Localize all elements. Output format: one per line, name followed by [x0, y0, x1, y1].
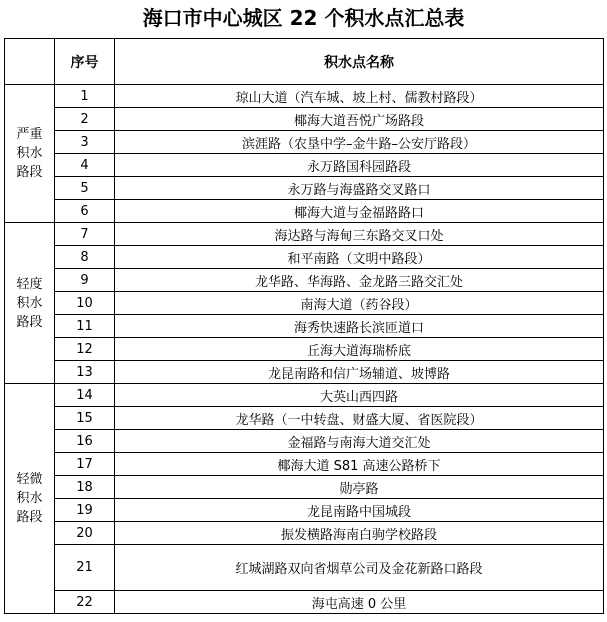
row-number: 8 [55, 246, 115, 269]
waterlogging-point-name: 滨涯路（农垦中学–金牛路–公安厅路段） [115, 131, 604, 154]
waterlogging-point-name: 红城湖路双向省烟草公司及金花新路口路段 [115, 545, 604, 591]
row-number: 14 [55, 384, 115, 407]
row-number: 9 [55, 269, 115, 292]
table-row [5, 246, 604, 269]
row-number: 2 [55, 108, 115, 131]
table-row [5, 407, 604, 430]
waterlogging-point-name: 海秀快速路长滨匝道口 [115, 315, 604, 338]
waterlogging-point-name: 海达路与海甸三东路交叉口处 [115, 223, 604, 246]
table-row [5, 522, 604, 545]
row-number: 16 [55, 430, 115, 453]
table-row [5, 223, 604, 246]
category-label-text: 严重积水路段 [16, 127, 43, 180]
waterlogging-point-name: 椰海大道 S81 高速公路桥下 [115, 453, 604, 476]
waterlogging-point-name: 大英山西四路 [115, 384, 604, 407]
row-number: 10 [55, 292, 115, 315]
category-label-text: 轻微积水路段 [16, 472, 43, 525]
table-row [5, 131, 604, 154]
table-row [5, 315, 604, 338]
row-number: 7 [55, 223, 115, 246]
waterlogging-point-name: 南海大道（药谷段） [115, 292, 604, 315]
row-number: 1 [55, 85, 115, 108]
waterlogging-point-name: 海屯高速 0 公里 [115, 591, 604, 614]
table-header-row [5, 39, 604, 85]
waterlogging-point-name: 龙华路、华海路、金龙路三路交汇处 [115, 269, 604, 292]
table-row [5, 591, 604, 614]
waterlogging-point-name: 龙昆南路中国城段 [115, 499, 604, 522]
waterlogging-point-name: 椰海大道与金福路路口 [115, 200, 604, 223]
row-number: 20 [55, 522, 115, 545]
table-row [5, 154, 604, 177]
waterlogging-table [4, 38, 604, 614]
row-number: 4 [55, 154, 115, 177]
category-header-cell [5, 39, 55, 85]
table-row [5, 200, 604, 223]
table-row [5, 453, 604, 476]
table-row [5, 545, 604, 591]
row-number: 3 [55, 131, 115, 154]
category-label [5, 85, 55, 223]
number-column-header: 序号 [55, 39, 115, 85]
row-number: 17 [55, 453, 115, 476]
row-number: 22 [55, 591, 115, 614]
table-row [5, 430, 604, 453]
row-number: 5 [55, 177, 115, 200]
category-label-text: 轻度积水路段 [16, 276, 43, 330]
category-label [5, 223, 55, 384]
table-row [5, 476, 604, 499]
name-column-header: 积水点名称 [115, 39, 604, 85]
row-number: 13 [55, 361, 115, 384]
table-row [5, 85, 604, 108]
waterlogging-point-name: 永万路国科园路段 [115, 154, 604, 177]
waterlogging-point-name: 龙昆南路和信广场辅道、坡博路 [115, 361, 604, 384]
row-number: 19 [55, 499, 115, 522]
row-number: 12 [55, 338, 115, 361]
table-row [5, 177, 604, 200]
table-row [5, 269, 604, 292]
table-row [5, 361, 604, 384]
waterlogging-point-name: 金福路与南海大道交汇处 [115, 430, 604, 453]
waterlogging-point-name: 琼山大道（汽车城、坡上村、儒教村路段） [115, 85, 604, 108]
waterlogging-point-name: 永万路与海盛路交叉路口 [115, 177, 604, 200]
table-row [5, 384, 604, 407]
table-row [5, 108, 604, 131]
category-label [5, 384, 55, 614]
waterlogging-point-name: 龙华路（一中转盘、财盛大厦、省医院段） [115, 407, 604, 430]
row-number: 21 [55, 545, 115, 591]
table-row [5, 338, 604, 361]
row-number: 18 [55, 476, 115, 499]
row-number: 6 [55, 200, 115, 223]
waterlogging-point-name: 振发横路海南白驹学校路段 [115, 522, 604, 545]
waterlogging-point-name: 丘海大道海瑞桥底 [115, 338, 604, 361]
waterlogging-point-name: 勋亭路 [115, 476, 604, 499]
table-row [5, 292, 604, 315]
row-number: 15 [55, 407, 115, 430]
waterlogging-point-name: 和平南路（文明中路段） [115, 246, 604, 269]
page-title: 海口市中心城区 22 个积水点汇总表 [142, 6, 465, 30]
table-row [5, 499, 604, 522]
waterlogging-point-name: 椰海大道吾悦广场路段 [115, 108, 604, 131]
row-number: 11 [55, 315, 115, 338]
